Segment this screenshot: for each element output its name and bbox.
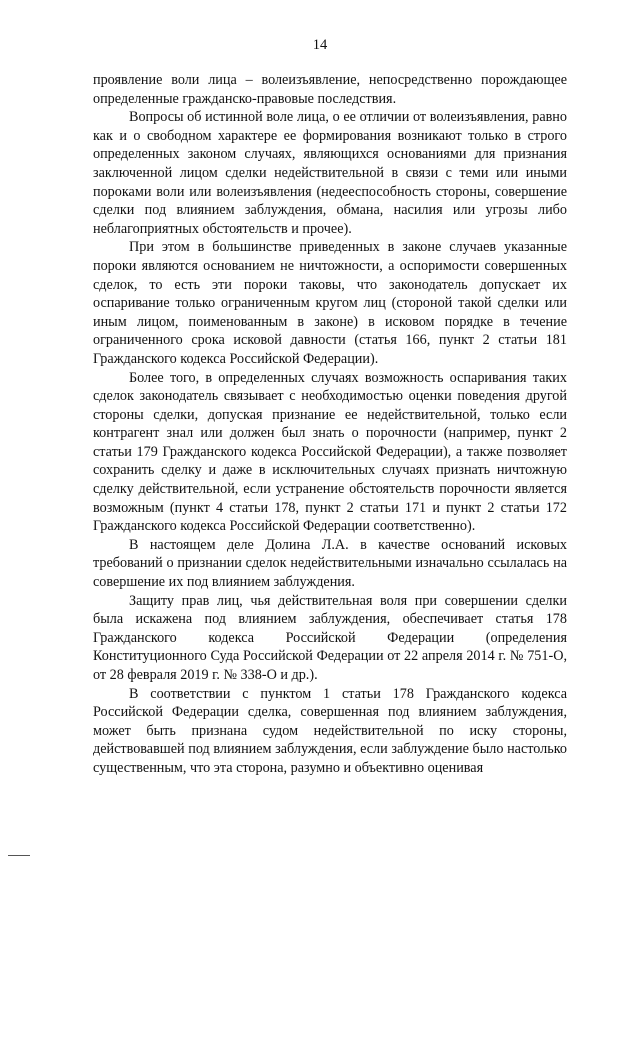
paragraph: В соответствии с пунктом 1 статьи 178 Гражданского кодекса Российской Федерации сделка, совершенная под влиянием заблуждения, может быть признана судом недействительной по иску стороны, действовавшей под влиянием заблуждения, если заблуждение было настолько существенным, что эта сторона, разумно и объективно оценивая (93, 685, 567, 776)
paragraph-continued: проявление воли лица – волеизъявление, непосредственно порождающее определенные гражданско-правовые последствия. (93, 72, 567, 107)
paragraph: Более того, в определенных случаях возможность оспаривания таких сделок законодатель связывает с необходимостью оценки поведения другой стороны сделки, допуская признание ее недействительной, только если контрагент знал или должен был знать о порочности (например, пункт 2 статьи 179 Гражданского кодекса Российской Федерации), а также позволяет сохранить сделку и даже в исключительных случаях признать ничтожную сделку действительной, если устранение обстоятельств порочности является возможным (пункт 4 статьи 178, пункт 2 статьи 171 и пункт 2 статьи 172 Гражданского кодекса Российской Федерации соответственно). (93, 369, 567, 535)
document-body (93, 71, 567, 778)
paragraph: В настоящем деле Долина Л.А. в качестве оснований исковых требований о признании сделок недействительными изначально ссылалась на совершение их под влиянием заблуждения. (93, 536, 567, 591)
page-number: 14 (312, 37, 328, 53)
margin-mark (8, 855, 30, 856)
paragraph: При этом в большинстве приведенных в законе случаев указанные пороки являются основанием не ничтожности, а оспоримости совершенных сделок, то есть эти пороки таковы, что законодатель допускает их оспаривание только ограниченным кругом лиц (стороной такой сделки или иным лицом, поименованным в законе) в исковом порядке в течение ограниченного срока исковой давности (статья 166, пункт 2 статьи 181 Гражданского кодекса Российской Федерации). (93, 239, 567, 367)
paragraph: Вопросы об истинной воле лица, о ее отличии от волеизъявления, равно как и о свободном характере ее формирования возникают только в строго определенных законом случаях, являющихся основаниями для признания заключенной лицом сделки недействительной в связи с теми или иными пороками воли или волеизъявления (недееспособность стороны, совершение сделки под влиянием заблуждения, обмана, насилия или угрозы либо неблагоприятных обстоятельств и прочее). (93, 109, 567, 237)
paragraph: Защиту прав лиц, чья действительная воля при совершении сделки была искажена под влиянием заблуждения, обеспечивает статья 178 Гражданского кодекса Российской Федерации (определения Конституционного Суда Российской Федерации от 22 апреля 2014 г. № 751-О, от 28 февраля 2019 г. № 338-О и др.). (93, 592, 567, 683)
